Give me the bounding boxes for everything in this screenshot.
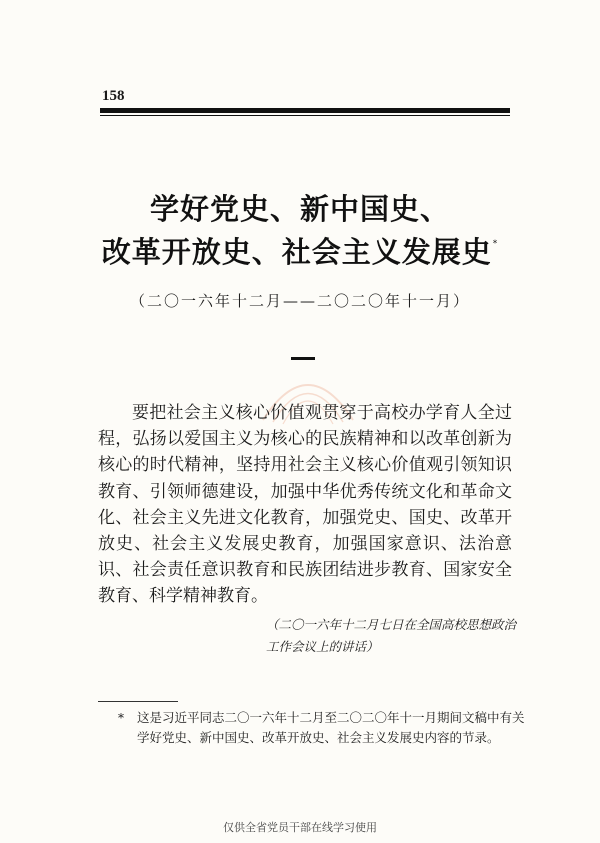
- header-rule-thin: [100, 115, 510, 116]
- page-number: 158: [102, 88, 125, 104]
- speech-source: （二〇一六年十二月七日在全国高校思想政治工作会议上的讲话）: [266, 617, 517, 654]
- footnote-rule: [98, 701, 178, 702]
- body-paragraph: 要把社会主义核心价值观贯穿于高校办学育人全过程，弘扬以爱国主义为核心的民族精神和以改革创新为核心的时代精神，坚持用社会主义核心价值观引领知识教育、引领师德建设，加强中华优秀传统文化和革命文化、社会主义先进文化教育，加强党史、国史、改革开放史、社会主义发展史教育，加强国家意识、法治意识、社会责任意识教育和民族团结进步教育、国家安全教育、科学精神教育。: [98, 403, 512, 607]
- date-range: （二〇一六年十二月——二〇二〇年十一月）: [129, 292, 470, 310]
- header-rule: [100, 108, 510, 113]
- title-line-2: [0, 230, 600, 271]
- title-line-2-text: 改革开放史、社会主义发展史: [101, 235, 492, 269]
- bottom-note: 仅供全省党员干部在线学习使用: [223, 821, 377, 834]
- footnote-mark: *: [118, 711, 124, 725]
- footnote-text: 这是习近平同志二〇一六年十二月至二〇二〇年十一月期间文稿中有关学好党史、新中国史、改革开放史、社会主义发展史内容的节录。: [137, 710, 525, 745]
- title-line-1: 学好党史、新中国史、: [149, 192, 450, 226]
- footnote: [118, 708, 531, 748]
- title-footnote-mark: *: [492, 239, 499, 249]
